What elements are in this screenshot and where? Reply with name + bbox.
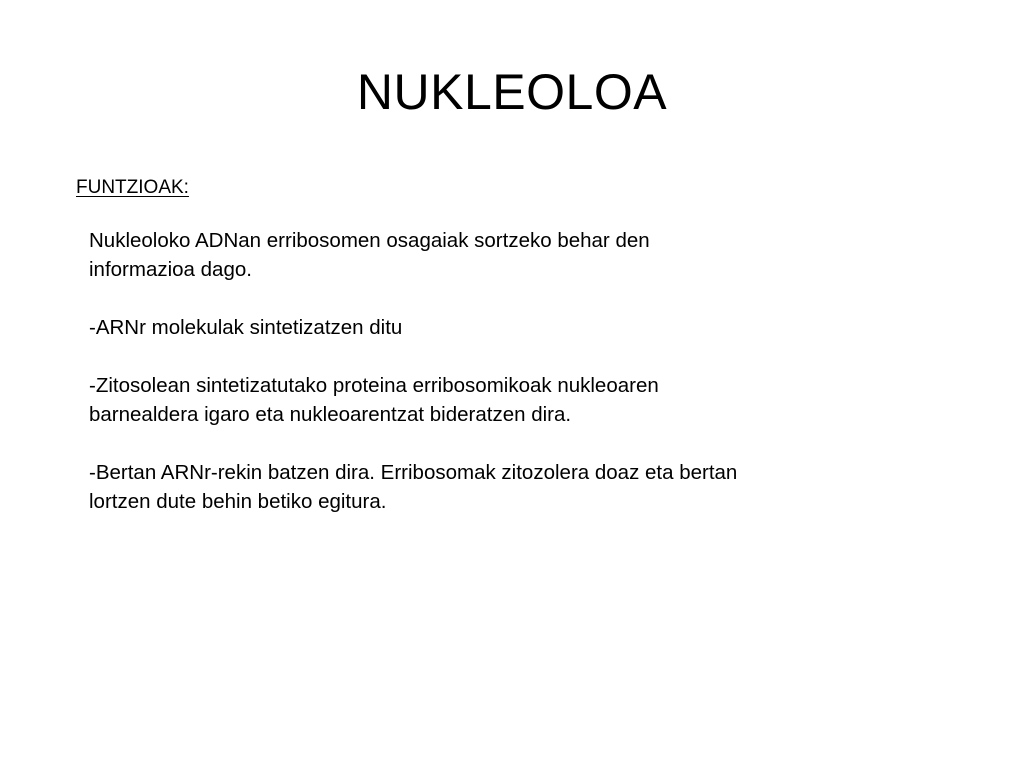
paragraph-intro: Nukleoloko ADNan erribosomen osagaiak sortzeko behar den informazioa dago. [89, 229, 650, 281]
slide-body [89, 226, 859, 516]
paragraph-ribosome-assembly: -Bertan ARNr-rekin batzen dira. Erribosomak zitozolera doaz eta bertan lortzen dute behin betiko egitura. [89, 461, 738, 513]
slide-title: NUKLEOLOA [356, 64, 668, 120]
paragraph-protein-import: -Zitosolean sintetizatutako proteina erribosomikoak nukleoaren barnealdera igaro eta nukleoarentzat bideratzen dira. [89, 374, 659, 426]
paragraph-arnr-synthesis: -ARNr molekulak sintetizatzen ditu [89, 316, 403, 339]
section-label: FUNTZIOAK: [76, 177, 189, 198]
